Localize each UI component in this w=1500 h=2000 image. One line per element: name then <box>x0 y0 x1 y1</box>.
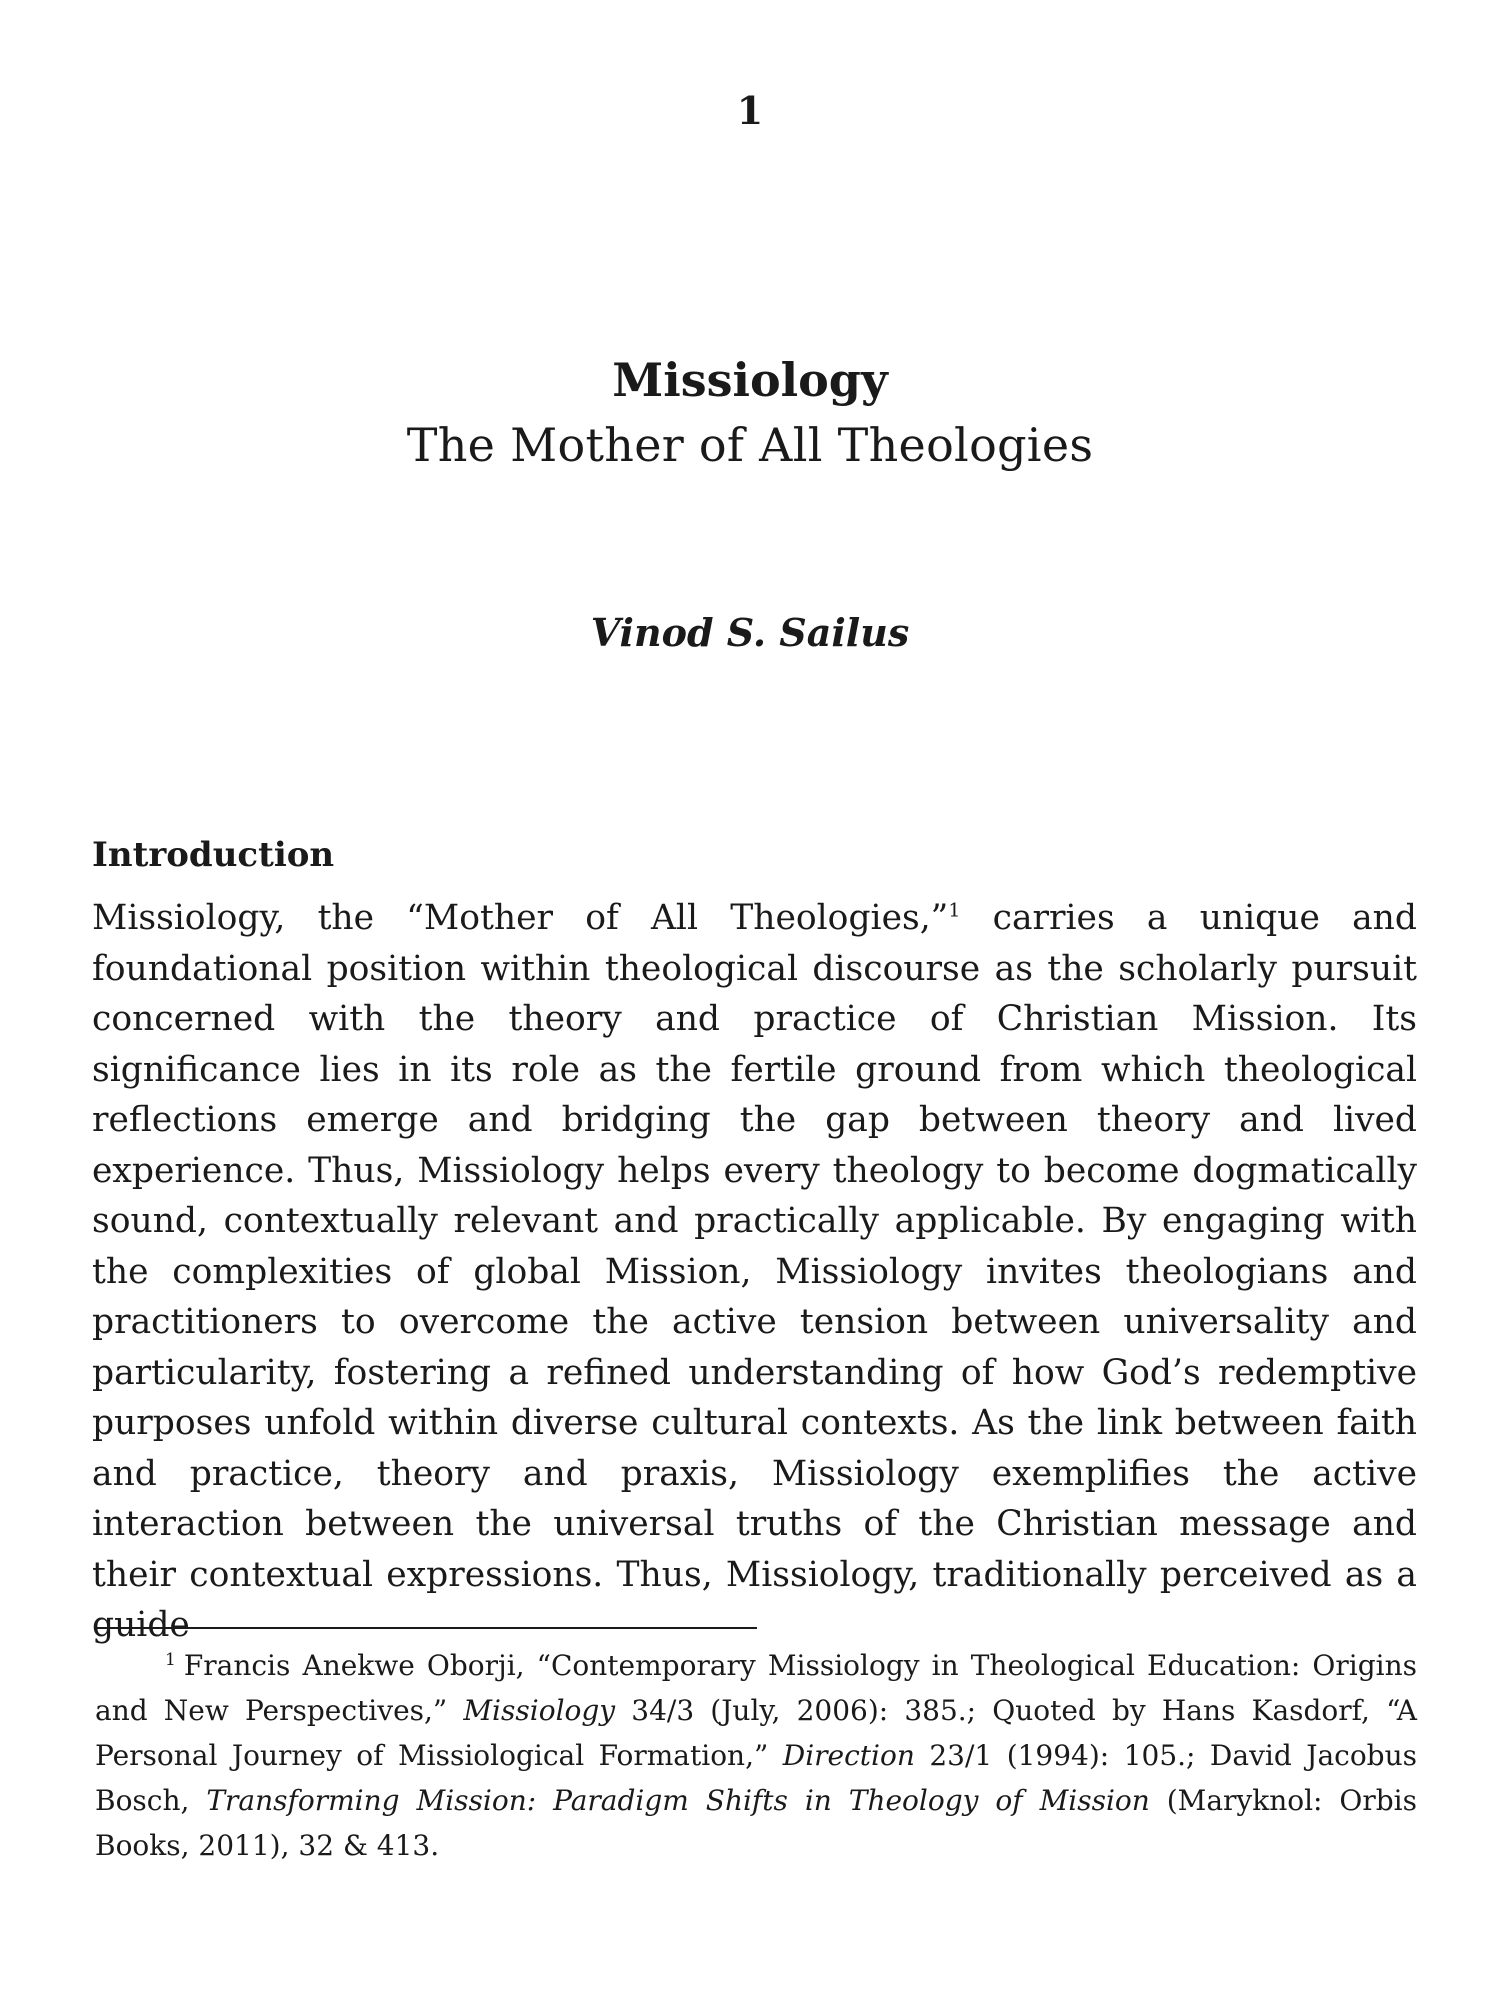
footnote-text-2: 34/3 (July, 2006): 385.; Quoted by Hans Kasdorf, “A Personal Journey of Missiological Formation,” <box>95 1694 1417 1772</box>
section-heading: Introduction <box>92 835 335 875</box>
footnote-reference: 1 <box>948 899 961 922</box>
footnote-text-1: Francis Anekwe Oborji, “Contemporary Missiology in Theological Education: Origins and New Perspectives,” <box>95 1649 1417 1727</box>
footnote-journal-2: Direction <box>782 1739 915 1772</box>
footnote-text-3: 23/1 (1994): 105.; David Jacobus Bosch, <box>95 1739 1417 1817</box>
footnote-divider <box>95 1627 757 1629</box>
footnote-text-4: (Maryknol: Orbis Books, 2011), 32 & 413. <box>95 1784 1418 1862</box>
body-opening: Missiology, the “Mother of All Theologies,” <box>92 898 949 938</box>
chapter-subtitle: The Mother of All Theologies <box>406 418 1094 472</box>
footnote-journal-1: Missiology <box>463 1694 616 1727</box>
chapter-title: Missiology <box>612 353 888 407</box>
body-rest: carries a unique and foundational position within theological discourse as the scholarly pursuit concerned with the theory and practice of Christian Mission. Its significance lies in its role as the fertile ground from which theological reflections emerge and bridging the gap between theory and lived experience. Thus, Missiology helps every theology to become dogmatically sound, contextually relevant and practically applicable. By engaging with the complexities of global Mission, Missiology invites theologians and practitioners to overcome the active tension between universality and particularity, fostering a refined understanding of how God’s redemptive purposes unfold within diverse cultural contexts. As the link between faith and practice, theory and praxis, Missiology exemplifies the active interaction between the universal truths of the Christian message and their contextual expressions. Thus, Missiology, traditionally perceived as a guide <box>92 898 1417 1645</box>
chapter-number: 1 <box>736 88 764 133</box>
footnote <box>95 1643 1417 1868</box>
footnote-marker: 1 <box>165 1649 176 1670</box>
body-paragraph <box>92 893 1417 1651</box>
author-name: Vinod S. Sailus <box>590 610 910 655</box>
footnote-book-title: Transforming Mission: Paradigm Shifts in Theology of Mission <box>206 1784 1150 1817</box>
